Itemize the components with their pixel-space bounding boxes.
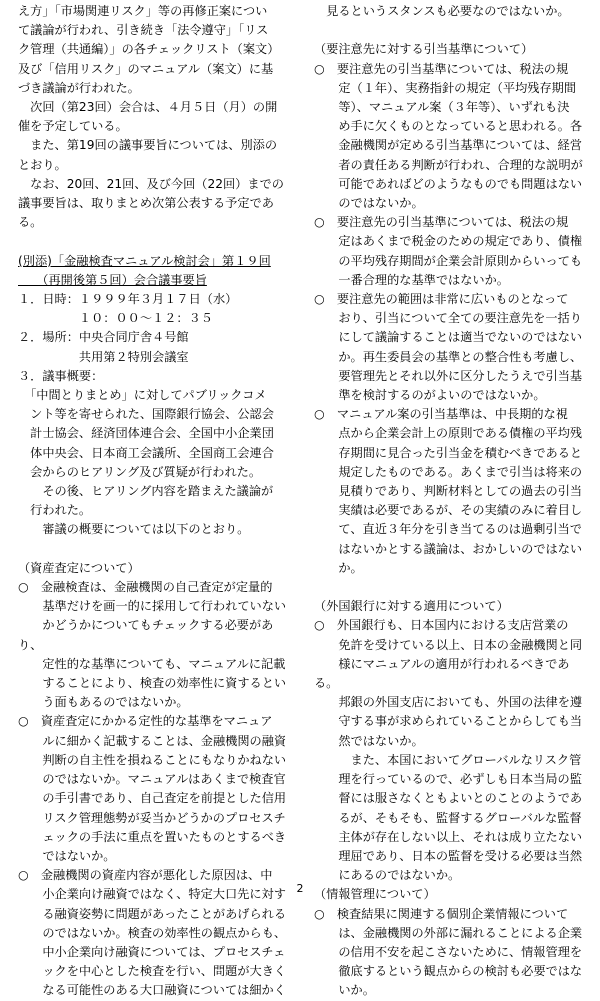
text-line: 見積りであり、判断材料としての過去の引当 bbox=[314, 484, 583, 499]
text-line: ○ 金融機関の資産内容が悪化した原因は、中 bbox=[18, 868, 273, 883]
text-line: 可能であればどのようなものでも問題はない bbox=[314, 176, 583, 191]
blank-line bbox=[314, 578, 592, 597]
text-line: 計士協会、経済団体連合会、全国中小企業団 bbox=[18, 426, 274, 441]
text-line: 議事要旨は、取りまとめ次第公表する予定であ bbox=[18, 196, 274, 211]
text-line: にあるのではないか。 bbox=[314, 868, 461, 883]
right-column bbox=[314, 2, 592, 1001]
text-line: 守する事が求められていることからしても当 bbox=[314, 714, 583, 729]
page-number: 2 bbox=[296, 882, 304, 895]
text-line: 金融機関が定める引当基準については、経営 bbox=[314, 138, 582, 153]
text-line: の信用不安を起こさないために、情報管理を bbox=[314, 944, 583, 959]
text-line: 行われた。 bbox=[18, 503, 92, 518]
text-line: また、本国においてグローバルなリスク管 bbox=[314, 752, 582, 767]
text-line: のではないか。 bbox=[314, 196, 424, 211]
text-line: ルに細かく記載することは、金融機関の融資 bbox=[18, 733, 287, 748]
text-line: の手引書であり、自己査定を前提とした信用 bbox=[18, 791, 287, 806]
text-line: かどうかについてもチェックする必要があり、 bbox=[18, 618, 274, 652]
text-line: は、金融機関の外部に漏れることによる企業 bbox=[314, 925, 583, 940]
text-line: 審議の概要については以下のとおり。 bbox=[18, 522, 250, 537]
text-line: 邦銀の外国支店においても、外国の法律を遵 bbox=[314, 695, 583, 710]
text-line: え方」「市場関連リスク」等の再修正案につい bbox=[18, 4, 268, 18]
text-line: （再開後第５回）会合議事要旨 bbox=[18, 272, 207, 287]
text-line: 点から企業会計上の原則である債権の平均残 bbox=[314, 426, 583, 441]
text-line: にして議論することは適当でないのではない bbox=[314, 330, 583, 345]
text-line: することにより、検査の効率性に資するとい bbox=[18, 676, 287, 691]
text-line: 催を予定している。 bbox=[18, 119, 128, 134]
text-line: ○ 資産査定にかかる定性的な基準をマニュア bbox=[18, 714, 273, 729]
text-line: るが、そもそも、監督するグローバルな監督 bbox=[314, 810, 582, 825]
text-line: 次回（第23回）会合は、４月５日（月）の開 bbox=[18, 100, 278, 115]
text-line: （要注意先に対する引当基準について） bbox=[314, 42, 534, 57]
text-line: 及び「信用リスク」のマニュアル（案文）に基 bbox=[18, 61, 274, 76]
text-line: 者の責任ある判断が行われ、合理的な説明が bbox=[314, 157, 583, 172]
text-line: いか。 bbox=[314, 983, 375, 998]
blank-line bbox=[18, 540, 288, 559]
text-line: 体中央会、日本商工会議所、全国商工会連合 bbox=[18, 445, 274, 460]
text-line: か。再生委員会の基準との整合性も考慮し、 bbox=[314, 349, 583, 364]
text-line: 様にマニュアルの適用が行われるべきである。 bbox=[314, 656, 570, 691]
text-line: （情報管理について） bbox=[314, 887, 436, 902]
text-line: ○ 要注意先の引当基準については、税法の規 bbox=[314, 215, 569, 230]
text-line: 督には服さなくともよいとのことのようであ bbox=[314, 791, 583, 806]
text-line: （外国銀行に対する適用について） bbox=[314, 599, 509, 614]
text-line: 一番合理的な基準ではないか。 bbox=[314, 272, 509, 287]
text-line: ではないか。 bbox=[18, 848, 116, 863]
text-line: （資産査定について） bbox=[18, 560, 140, 575]
text-line: リスク管理態勢が妥当かどうかのプロセスチ bbox=[18, 810, 286, 825]
text-line: ○ 要注意先の範囲は非常に広いものとなって bbox=[314, 292, 569, 307]
text-line: 定はあくまで税金のための規定であり、債権 bbox=[314, 234, 583, 249]
text-line: ○ 金融検査は、金融機関の自己査定が定量的 bbox=[18, 580, 273, 595]
text-line: 判断の自主性を損ねることにもなりかねない bbox=[18, 752, 287, 767]
text-line: 理を行っているので、必ずしも日本当局の監 bbox=[314, 772, 582, 787]
text-line: 主体が存在しない以上、それは成り立たない bbox=[314, 829, 583, 844]
text-line: ク管理（共通編）」の各チェックリスト（案文） bbox=[18, 42, 280, 57]
text-line: はないかとする議論は、おかしいのではない bbox=[314, 541, 583, 556]
text-line: 会からのヒアリング及び質疑が行われた。 bbox=[18, 464, 262, 479]
text-line: １．日時：１９９９年３月１７日（水） bbox=[18, 292, 238, 307]
text-line: て議論が行われ、引き続き「法令遵守」「リス bbox=[18, 23, 269, 38]
text-line: か。 bbox=[314, 560, 363, 575]
text-line: て、直近３年分を引き当てるのは過剰引当で bbox=[314, 522, 582, 537]
text-line: ○ マニュアル案の引当基準は、中長期的な視 bbox=[314, 407, 568, 422]
text-line: 準を検討するのがよいのではないか。 bbox=[314, 388, 546, 403]
text-line: のではないか。マニュアルはあくまで検査官 bbox=[18, 772, 286, 787]
text-line: ント等を寄せられた、国際銀行協会、公認会 bbox=[18, 407, 274, 422]
text-line: 要管理先とそれ以外に区分したうえで引当基 bbox=[314, 368, 583, 383]
text-line: 定性的な基準についても、マニュアルに記載 bbox=[18, 656, 286, 671]
text-line: おり、引当について全ての要注意先を一括り bbox=[314, 311, 582, 326]
text-line: の平均残存期間が企業会計原則からいっても bbox=[314, 253, 583, 268]
text-line: る。 bbox=[18, 215, 43, 230]
text-line: 等）、マニュアル案（３年等）、いずれも決 bbox=[314, 100, 570, 114]
text-line: とおり。 bbox=[18, 157, 67, 172]
text-line: 規定したものである。あくまで引当は将来の bbox=[314, 464, 583, 479]
text-line: ○ 要注意先の引当基準については、税法の規 bbox=[314, 61, 569, 76]
text-line: その後、ヒアリング内容を踏まえた議論が bbox=[18, 484, 274, 499]
text-line: ２．場所：中央合同庁舎４号館 bbox=[18, 330, 189, 345]
blank-line bbox=[18, 232, 288, 251]
text-line: 然ではないか。 bbox=[314, 733, 424, 748]
text-line: 共用第２特別会議室 bbox=[18, 349, 189, 364]
text-line: 小企業向け融資ではなく、特定大口先に対す bbox=[18, 887, 286, 902]
text-line: 「中間とりまとめ」に対してパブリックコメ bbox=[18, 388, 267, 403]
text-line: 定（１年）、実務指針の規定（平均残存期間 bbox=[314, 80, 577, 95]
text-line: １０：００～１２：３５ bbox=[18, 311, 213, 326]
text-line: 存期間に見合った引当金を積むべきであると bbox=[314, 445, 583, 460]
text-line: ○ 外国銀行も、日本国内における支店営業の bbox=[314, 618, 569, 633]
text-line: う面もあるのではないか。 bbox=[18, 695, 189, 710]
text-line: (別添)「金融検査マニュアル検討会」第１９回 bbox=[18, 253, 271, 268]
text-line: 見るというスタンスも必要なのではないか。 bbox=[314, 4, 570, 18]
text-line: 理屈であり、日本の監督を受ける必要は当然 bbox=[314, 848, 583, 863]
text-line: なお、20回、21回、及び今回（22回）までの bbox=[18, 176, 284, 191]
text-line: 免許を受けている以上、日本の金融機関と同 bbox=[314, 637, 583, 652]
text-line: ３．議事概要： bbox=[18, 368, 104, 383]
text-line: また、第19回の議事要旨については、別添の bbox=[18, 138, 278, 153]
text-line: なる可能性のある大口融資については細かく bbox=[18, 983, 286, 998]
text-line: 中小企業向け融資については、プロセスチェ bbox=[18, 944, 286, 959]
text-line: 徹底するという観点からの検討も必要ではな bbox=[314, 964, 583, 979]
text-line: め手に欠くものとなっていると思われる。各 bbox=[314, 119, 583, 134]
text-line: づき議論が行われた。 bbox=[18, 80, 140, 95]
text-line: のではないか。検査の効率性の観点からも、 bbox=[18, 925, 287, 940]
text-line: る融資姿勢に問題があったことがあげられる bbox=[18, 906, 287, 921]
text-line: 基準だけを画一的に採用して行われていない bbox=[18, 599, 287, 614]
left-column bbox=[18, 2, 288, 1001]
text-line: ェックの手法に重点を置いたものとするべき bbox=[18, 829, 287, 844]
text-line: ックを中心とした検査を行い、問題が大きく bbox=[18, 964, 287, 979]
blank-line bbox=[314, 21, 592, 40]
text-line: ○ 検査結果に関連する個別企業情報について bbox=[314, 906, 569, 921]
text-line: 実績は必要であるが、その実績のみに着目し bbox=[314, 503, 583, 518]
